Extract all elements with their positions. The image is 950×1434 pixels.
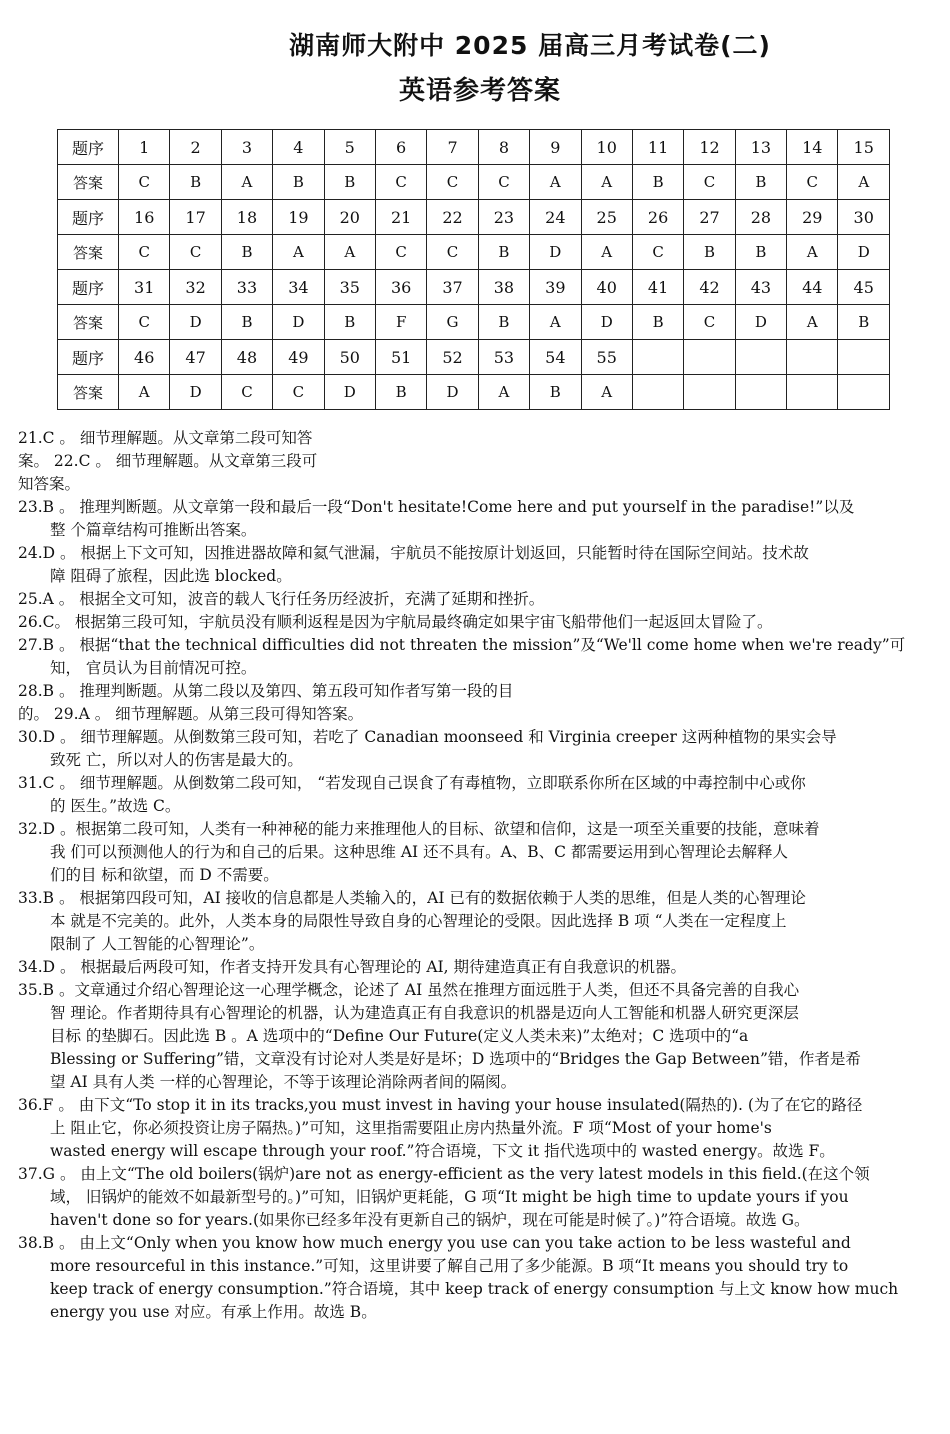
answer-cell (632, 375, 683, 410)
answer-cell: A (581, 165, 632, 200)
explanation-continuation: haven't done so for years.(如果你已经多年没有更新自己的锅炉，现在可能是时候了。)”符合语境。故选 G。 (50, 1211, 810, 1229)
question-number-cell: 9 (530, 130, 581, 165)
answer-row (58, 235, 890, 270)
question-number-cell: 29 (787, 200, 838, 235)
question-number-cell: 12 (684, 130, 735, 165)
question-number-cell: 16 (119, 200, 170, 235)
question-number-cell: 33 (221, 270, 272, 305)
question-number-cell: 35 (324, 270, 375, 305)
question-number-cell: 7 (427, 130, 478, 165)
explanation-line: 案。 22.C 。 细节理解题。从文章第三段可 (18, 452, 318, 470)
question-number-cell: 47 (170, 340, 221, 375)
answer-cell: A (787, 305, 838, 340)
question-number-row (58, 200, 890, 235)
answer-cell: D (427, 375, 478, 410)
page-subtitle: 英语参考答案 (398, 76, 561, 106)
question-number-cell: 26 (632, 200, 683, 235)
explanation-line: 36.F 。 由下文“To stop it in its tracks,you must invest in having your house insulated(隔热的). (为了在它的路径 (18, 1096, 863, 1114)
question-number-cell: 8 (478, 130, 529, 165)
question-number-cell: 30 (838, 200, 890, 235)
question-number-cell (684, 340, 735, 375)
explanation-continuation: 知， 官员认为目前情况可控。 (50, 659, 257, 677)
explanation-item (18, 473, 938, 496)
explanation-item (18, 496, 938, 542)
answer-cell: B (221, 305, 272, 340)
explanation-line: 32.D 。根据第二段可知，人类有一种神秘的能力来推理他人的目标、欲望和信仰，这是一项至关重要的技能，意味着 (18, 820, 820, 838)
answer-cell: A (581, 375, 632, 410)
explanation-line: 27.B 。 根据“that the technical difficulties did not threaten the mission”及“We'll come home when we're ready”可 (18, 636, 906, 654)
answer-cell: B (632, 305, 683, 340)
explanation-item (18, 427, 938, 450)
question-number-cell: 1 (119, 130, 170, 165)
answer-cell: D (581, 305, 632, 340)
question-number-cell (735, 340, 786, 375)
answer-cell: F (375, 305, 426, 340)
answer-cell: A (838, 165, 890, 200)
explanation-item (18, 703, 938, 726)
question-number-cell: 45 (838, 270, 890, 305)
explanation-item (18, 588, 938, 611)
answer-cell (735, 375, 786, 410)
explanation-line: 30.D 。 细节理解题。从倒数第三段可知，若吃了 Canadian moonseed 和 Virginia creeper 这两种植物的果实会导 (18, 728, 837, 746)
explanation-line: 23.B 。 推理判断题。从文章第一段和最后一段“Don't hesitate!Come here and put yourself in the paradise!”以及 (18, 498, 855, 516)
explanation-item (18, 1232, 938, 1324)
answer-cell: C (221, 375, 272, 410)
question-number-cell: 21 (375, 200, 426, 235)
answer-cell: B (273, 165, 324, 200)
answer-cell: C (119, 305, 170, 340)
answer-label: 答案 (58, 165, 119, 200)
question-number-cell: 44 (787, 270, 838, 305)
answer-cell: A (273, 235, 324, 270)
answer-cell: A (119, 375, 170, 410)
question-number-cell: 10 (581, 130, 632, 165)
explanation-item (18, 542, 938, 588)
answer-cell: B (170, 165, 221, 200)
answer-cell: C (427, 165, 478, 200)
question-number-cell: 48 (221, 340, 272, 375)
question-number-label: 题序 (58, 270, 119, 305)
question-number-row (58, 130, 890, 165)
answer-cell: C (170, 235, 221, 270)
question-number-row (58, 270, 890, 305)
question-number-row (58, 340, 890, 375)
explanation-line: 37.G 。 由上文“The old boilers(锅炉)are not as energy-efficient as the very latest models in this field.(在这个领 (18, 1165, 870, 1183)
answer-cell: C (632, 235, 683, 270)
question-number-cell: 6 (375, 130, 426, 165)
answer-cell: B (838, 305, 890, 340)
answer-cell: G (427, 305, 478, 340)
answer-label: 答案 (58, 235, 119, 270)
answer-cell: B (530, 375, 581, 410)
explanation-item (18, 956, 938, 979)
explanation-continuation: 望 AI 具有人类 一样的心智理论，不等于该理论消除两者间的隔阂。 (50, 1073, 517, 1091)
answer-cell: D (838, 235, 890, 270)
question-number-cell: 42 (684, 270, 735, 305)
explanation-item (18, 680, 938, 703)
question-number-cell: 27 (684, 200, 735, 235)
question-number-label: 题序 (58, 340, 119, 375)
explanation-continuation: wasted energy will escape through your roof.”符合语境，下文 it 指代选项中的 wasted energy。故选 F。 (50, 1142, 835, 1160)
question-number-cell: 28 (735, 200, 786, 235)
question-number-cell: 24 (530, 200, 581, 235)
answer-cell: A (581, 235, 632, 270)
answer-cell: B (324, 305, 375, 340)
explanation-item (18, 887, 938, 956)
question-number-cell: 19 (273, 200, 324, 235)
answer-cell (787, 375, 838, 410)
question-number-cell: 18 (221, 200, 272, 235)
explanation-line: 21.C 。 细节理解题。从文章第二段可知答 (18, 429, 313, 447)
answer-cell: A (530, 165, 581, 200)
explanation-item (18, 818, 938, 887)
answer-cell: D (735, 305, 786, 340)
question-number-cell: 52 (427, 340, 478, 375)
answer-cell: A (787, 235, 838, 270)
question-number-cell: 51 (375, 340, 426, 375)
question-number-cell: 43 (735, 270, 786, 305)
answer-cell: B (632, 165, 683, 200)
explanation-continuation: 致死 亡，所以对人的伤害是最大的。 (50, 751, 303, 769)
explanation-item (18, 979, 938, 1094)
explanation-item (18, 611, 938, 634)
question-number-cell: 37 (427, 270, 478, 305)
explanation-line: 28.B 。 推理判断题。从第二段以及第四、第五段可知作者写第一段的目 (18, 682, 514, 700)
question-number-cell: 41 (632, 270, 683, 305)
question-number-cell: 3 (221, 130, 272, 165)
explanation-continuation: energy you use 对应。有承上作用。故选 B。 (50, 1303, 377, 1321)
explanation-item (18, 450, 938, 473)
explanation-continuation: 的 医生。”故选 C。 (50, 797, 181, 815)
explanation-continuation: 上 阻止它，你必须投资让房子隔热。)”可知，这里指需要阻止房内热量外流。F 项“Most of your home's (50, 1119, 772, 1137)
explanation-continuation: Blessing or Suffering”错，文章没有讨论对人类是好是坏；D 选项中的“Bridges the Gap Between”错，作者是希 (50, 1050, 861, 1068)
question-number-label: 题序 (58, 200, 119, 235)
answer-cell: B (221, 235, 272, 270)
question-number-cell: 20 (324, 200, 375, 235)
explanation-item (18, 1163, 938, 1232)
answer-cell: A (530, 305, 581, 340)
question-number-cell: 25 (581, 200, 632, 235)
answer-cell: B (478, 305, 529, 340)
answer-cell: C (684, 165, 735, 200)
explanations (18, 427, 938, 1324)
explanation-item (18, 634, 938, 680)
page-title: 湖南师大附中 2025 届高三月考试卷(二) (289, 31, 771, 60)
explanation-line: 25.A 。 根据全文可知，波音的载人飞行任务历经波折，充满了延期和挫折。 (18, 590, 545, 608)
explanation-line: 33.B 。 根据第四段可知，AI 接收的信息都是人类输入的，AI 已有的数据依赖于人类的思维，但是人类的心智理论 (18, 889, 806, 907)
answer-cell: C (684, 305, 735, 340)
question-number-cell: 54 (530, 340, 581, 375)
answer-cell: C (375, 235, 426, 270)
explanation-continuation: more resourceful in this instance.”可知，这里讲要了解自己用了多少能源。B 项“It means you should try to (50, 1257, 849, 1275)
answer-label: 答案 (58, 305, 119, 340)
question-number-cell: 32 (170, 270, 221, 305)
answer-row (58, 305, 890, 340)
answer-cell: B (478, 235, 529, 270)
answer-cell: B (684, 235, 735, 270)
answer-cell: C (427, 235, 478, 270)
question-number-cell: 14 (787, 130, 838, 165)
question-number-cell: 39 (530, 270, 581, 305)
question-number-cell: 13 (735, 130, 786, 165)
explanation-item (18, 772, 938, 818)
answer-cell: C (119, 165, 170, 200)
answer-cell (684, 375, 735, 410)
question-number-cell: 46 (119, 340, 170, 375)
question-number-cell: 5 (324, 130, 375, 165)
answer-cell: A (478, 375, 529, 410)
explanation-continuation: 本 就是不完美的。此外，人类本身的局限性导致自身的心智理论的受限。因此选择 B 项 “人类在一定程度上 (50, 912, 787, 930)
answer-cell: D (530, 235, 581, 270)
answer-row (58, 165, 890, 200)
question-number-cell: 49 (273, 340, 324, 375)
answer-cell: B (735, 165, 786, 200)
explanation-continuation: 目标 的垫脚石。因此选 B 。A 选项中的“Define Our Future(定义人类未来)”太绝对；C 选项中的“a (50, 1027, 749, 1045)
question-number-cell: 17 (170, 200, 221, 235)
explanation-continuation: 智 理论。作者期待具有心智理论的机器，认为建造真正有自我意识的机器是迈向人工智能和机器人研究更深层 (50, 1004, 799, 1022)
answer-cell: C (478, 165, 529, 200)
answer-cell: B (375, 375, 426, 410)
question-number-cell: 15 (838, 130, 890, 165)
question-number-cell: 23 (478, 200, 529, 235)
question-number-cell: 55 (581, 340, 632, 375)
explanation-line: 知答案。 (18, 475, 81, 493)
question-number-cell: 22 (427, 200, 478, 235)
answer-cell: C (375, 165, 426, 200)
question-number-cell (787, 340, 838, 375)
explanation-line: 的。 29.A 。 细节理解题。从第三段可得知答案。 (18, 705, 364, 723)
question-number-cell: 2 (170, 130, 221, 165)
question-number-cell: 36 (375, 270, 426, 305)
answer-cell: A (324, 235, 375, 270)
answer-row (58, 375, 890, 410)
answer-label: 答案 (58, 375, 119, 410)
explanation-line: 31.C 。 细节理解题。从倒数第二段可知， “若发现自己误食了有毒植物，立即联系你所在区域的中毒控制中心或你 (18, 774, 806, 792)
explanation-item (18, 726, 938, 772)
question-number-cell: 50 (324, 340, 375, 375)
explanation-continuation: 障 阻碍了旅程，因此选 blocked。 (50, 567, 292, 585)
explanation-line: 35.B 。文章通过介绍心智理论这一心理学概念，论述了 AI 虽然在推理方面远胜于人类，但还不具备完善的自我心 (18, 981, 800, 999)
answer-cell: B (324, 165, 375, 200)
question-number-label: 题序 (58, 130, 119, 165)
question-number-cell: 4 (273, 130, 324, 165)
answer-cell: A (221, 165, 272, 200)
question-number-cell: 53 (478, 340, 529, 375)
explanation-line: 24.D 。 根据上下文可知，因推进器故障和氦气泄漏，宇航员不能按原计划返回，只能暂时待在国际空间站。技术故 (18, 544, 809, 562)
answer-cell: D (170, 375, 221, 410)
answer-cell: C (273, 375, 324, 410)
question-number-cell: 34 (273, 270, 324, 305)
explanation-line: 38.B 。 由上文“Only when you know how much energy you use can you take action to be less wasteful and (18, 1234, 851, 1252)
answer-cell: C (787, 165, 838, 200)
explanation-continuation: 们的目 标和欲望，而 D 不需要。 (50, 866, 279, 884)
explanation-continuation: 域， 旧锅炉的能效不如最新型号的。)”可知，旧锅炉更耗能，G 项“It might be high time to update yours if you (50, 1188, 849, 1206)
answer-table (57, 129, 890, 410)
explanation-line: 34.D 。 根据最后两段可知，作者支持开发具有心智理论的 AI, 期待建造真正有自我意识的机器。 (18, 958, 687, 976)
answer-cell: D (273, 305, 324, 340)
explanation-continuation: 整 个篇章结构可推断出答案。 (50, 521, 257, 539)
explanation-item (18, 1094, 938, 1163)
explanation-continuation: keep track of energy consumption.”符合语境，其中 keep track of energy consumption 与上文 know how much (50, 1280, 899, 1298)
question-number-cell (838, 340, 890, 375)
answer-cell (838, 375, 890, 410)
question-number-cell: 40 (581, 270, 632, 305)
answer-cell: D (324, 375, 375, 410)
explanation-continuation: 我 们可以预测他人的行为和自己的后果。这种思维 AI 还不具有。A、B、C 都需要运用到心智理论去解释人 (50, 843, 788, 861)
answer-cell: B (735, 235, 786, 270)
question-number-cell: 38 (478, 270, 529, 305)
question-number-cell (632, 340, 683, 375)
question-number-cell: 31 (119, 270, 170, 305)
question-number-cell: 11 (632, 130, 683, 165)
answer-cell: C (119, 235, 170, 270)
explanation-line: 26.C。 根据第三段可知，宇航员没有顺利返程是因为宇航局最终确定如果宇宙飞船带他们一起返回太冒险了。 (18, 613, 773, 631)
answer-cell: D (170, 305, 221, 340)
explanation-continuation: 限制了 人工智能的心智理论”。 (50, 935, 265, 953)
